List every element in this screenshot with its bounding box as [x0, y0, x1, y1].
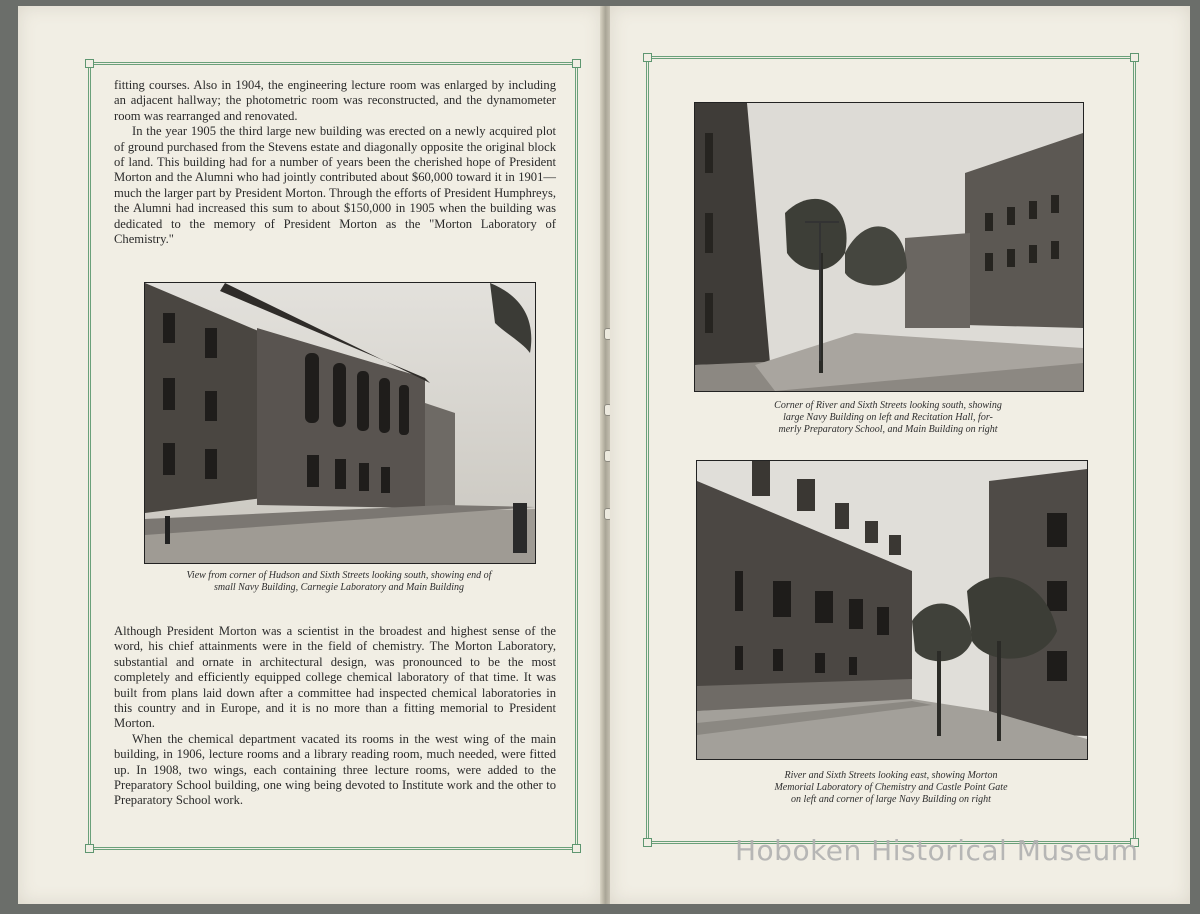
left-bottom-text	[114, 624, 556, 809]
left-photo-caption	[138, 570, 540, 594]
photo-river-and-sixth-looking-south	[694, 102, 1084, 392]
museum-watermark: Hoboken Historical Museum	[735, 834, 1139, 867]
right-photo-2-caption	[728, 770, 1054, 806]
caption-line: on left and corner of large Navy Building on right	[791, 794, 991, 805]
paragraph: fitting courses. Also in 1904, the engineering lecture room was enlarged by including an adjacent hallway; the photometric room was reconstructed, and the dynamometer room was rearranged and renovated.	[114, 78, 556, 123]
left-top-text	[114, 78, 556, 247]
paragraph: When the chemical department vacated its rooms in the west wing of the main building, in 1906, lecture rooms and a library reading room, much needed, were fitted up. In 1908, two wings, each containing three lecture rooms, were added to the Preparatory School building, one wing being devoted to Institute work and the other to Preparatory School work.	[114, 731, 556, 808]
caption-line: View from corner of Hudson and Sixth Streets looking south, showing end of	[186, 570, 492, 581]
caption-line: small Navy Building, Carnegie Laboratory and Main Building	[214, 582, 464, 593]
paragraph: In the year 1905 the third large new building was erected on a newly acquired plot of ground purchased from the Stevens estate and diagonally opposite the original block of land. This building had for a number of years been the cherished hope of President Morton and the Alumni who had jointly contributed about $60,000 toward it in 1901—much the larger part by President Morton. Through the efforts of President Humphreys, the Alumni had increased this sum to about $150,000 in 1905 when the building was dedicated to the memory of President Morton as the "Morton Laboratory of Chemistry."	[114, 124, 556, 247]
right-page	[610, 6, 1190, 904]
photo-river-and-sixth-looking-east	[696, 460, 1088, 760]
left-page	[18, 6, 602, 904]
caption-line: River and Sixth Streets looking east, showing Morton	[784, 770, 998, 781]
right-photo-1-caption	[730, 400, 1046, 436]
photo-morton-laboratory-street-view	[144, 282, 536, 564]
paragraph: Although President Morton was a scientist in the broadest and highest sense of the word, his chief attainments were in the field of chemistry. The Morton Laboratory, substantial and ornate in architectural design, was pronounced to be the most completely and efficiently equipped college chemical laboratory of that time. It was built from plans laid down after a committee had inspected chemical laboratories in this country and in Europe, and it is no more than a fitting memorial to President Morton.	[114, 624, 556, 731]
caption-line: Corner of River and Sixth Streets looking south, showing	[774, 400, 1002, 411]
caption-line: large Navy Building on left and Recitation Hall, for-	[783, 412, 993, 423]
caption-line: merly Preparatory School, and Main Building on right	[778, 424, 998, 435]
caption-line: Memorial Laboratory of Chemistry and Castle Point Gate	[774, 782, 1008, 793]
